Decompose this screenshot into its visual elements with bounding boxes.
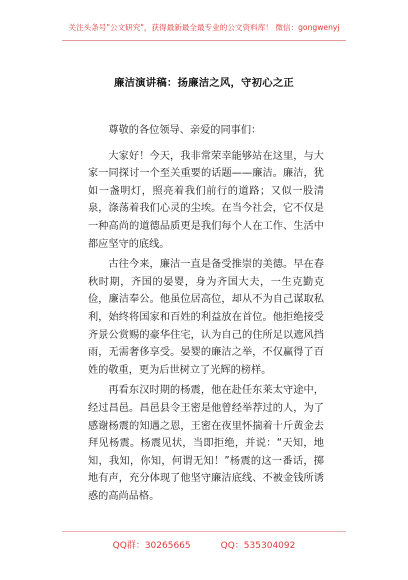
document-body bbox=[88, 122, 324, 508]
salutation: 尊敬的各位领导、亲爱的同事们： bbox=[108, 125, 262, 136]
footer-divider bbox=[62, 531, 346, 532]
paragraph-3: 再看东汉时期的杨震，他在赴任东莱太守途中，经过昌邑。昌邑县令王密是他曾经举荐过的人，为了感谢杨震的知遇之恩，王密在夜里怀揣着十斤黄金去拜见杨震。杨震见状，当即拒绝，并说：“天知，地知，我知，你知，何谓无知！”杨震的这一番话，掷地有声，充分体现了他坚守廉洁底线、不被金钱所诱惑的高尚品格。 bbox=[88, 385, 324, 502]
paragraph-1: 大家好！今天，我非常荣幸能够站在这里，与大家一同探讨一个至关重要的话题——廉洁。廉洁，犹如一盏明灯，照亮着我们前行的道路；又似一股清泉，涤荡着我们心灵的尘埃。在当今社会，它不仅是一种高尚的道德品质更是我们每个人在工作、生活中都应坚守的底线。 bbox=[88, 150, 324, 250]
paragraph-2: 古往今来，廉洁一直是备受推崇的美德。早在春秋时期，齐国的晏婴，身为齐国大夫，一生克勤克俭，廉洁奉公。他虽位居高位，却从不为自己谋取私利，始终将国家和百姓的利益放在首位。他拒绝接受齐景公赏赐的豪华住宅，认为自己的住所足以遮风挡雨，无需奢侈享受。晏婴的廉洁之举，不仅赢得了百姓的敬重，更为后世树立了光辉的榜样。 bbox=[88, 259, 324, 376]
footer-qq: QQ：535304092 bbox=[220, 541, 296, 551]
document-title: 廉洁演讲稿：扬廉洁之风，守初心之正 bbox=[113, 77, 295, 89]
header-banner: 关注头条号"公文研究"，获得最新最全最专业的公文资料库！ 微信：gongwenyj bbox=[68, 23, 340, 32]
footer bbox=[0, 538, 408, 551]
footer-qq-group: QQ群：30265665 bbox=[112, 541, 191, 551]
header-divider bbox=[62, 40, 346, 41]
